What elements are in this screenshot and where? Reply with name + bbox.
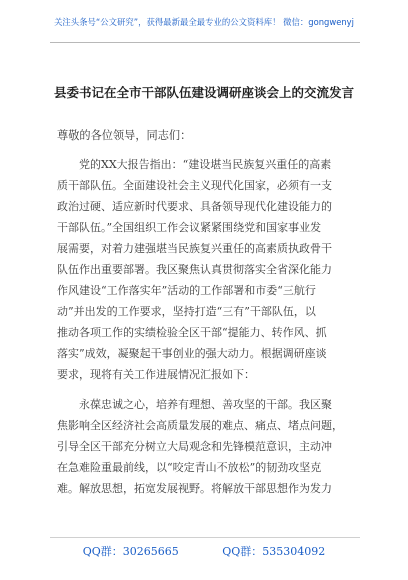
header-divider	[50, 42, 360, 43]
text-line: 推动各项工作的实绩检验全区干部“提能力、转作风、抓	[57, 326, 327, 339]
text-line: 质干部队伍。全面建设社会主义现代化国家，必须有一支	[57, 179, 332, 192]
text-line: 作风建设“工作落实年”活动的工作部署和市委“三航行	[57, 284, 316, 297]
document-title: 县委书记在全市干部队伍建设调研座谈会上的交流发言	[53, 85, 354, 100]
header-banner: 关注头条号“公文研究”，获得最新最全最专业的公文资料库！ 微信：gongwenyj	[54, 17, 354, 27]
footer-qq-group-1: QQ群：30265665	[82, 545, 179, 558]
text-line: 干部队伍。”全国组织工作会议紧紧围绕党和国家事业发	[57, 221, 322, 234]
text-line: 焦影响全区经济社会高质量发展的难点、痛点、堵点问题，	[57, 419, 343, 432]
footer	[0, 543, 408, 559]
text-line: 引导全区干部充分树立大局观念和先锋模范意识，主动冲	[57, 440, 332, 453]
text-line: 动”并出发的工作要求，坚持打造“三有”干部队伍，以	[57, 305, 316, 318]
text-line: 永葆忠诚之心，培养有理想、善攻坚的干部。我区聚	[79, 398, 332, 411]
footer-divider	[50, 537, 360, 538]
salutation: 尊敬的各位领导，同志们：	[57, 129, 192, 142]
paragraph	[57, 394, 357, 499]
paragraph	[57, 154, 357, 385]
text-line: 展需要，对着力建强堪当民族复兴重任的高素质执政骨干	[57, 242, 332, 255]
text-line: 落实”成效，凝聚起干事创业的强大动力。根据调研座谈	[57, 347, 327, 360]
text-line: 在急难险重最前线，以“咬定青山不放松”的韧劲攻坚克	[57, 461, 322, 474]
text-line: 难。解放思想，拓宽发展视野。将解放干部思想作为发力	[57, 482, 332, 495]
text-line: 党的XX大报告指出：“建设堪当民族复兴重任的高素	[79, 158, 332, 171]
footer-qq-group-2: QQ群：535304092	[222, 545, 326, 558]
text-line: 要求，现将有关工作进展情况汇报如下：	[57, 368, 255, 381]
text-line: 队伍作出重要部署。我区聚焦认真贯彻落实全省深化能力	[57, 263, 332, 276]
text-line: 政治过硬、适应新时代要求、具备领导现代化建设能力的	[57, 200, 332, 213]
